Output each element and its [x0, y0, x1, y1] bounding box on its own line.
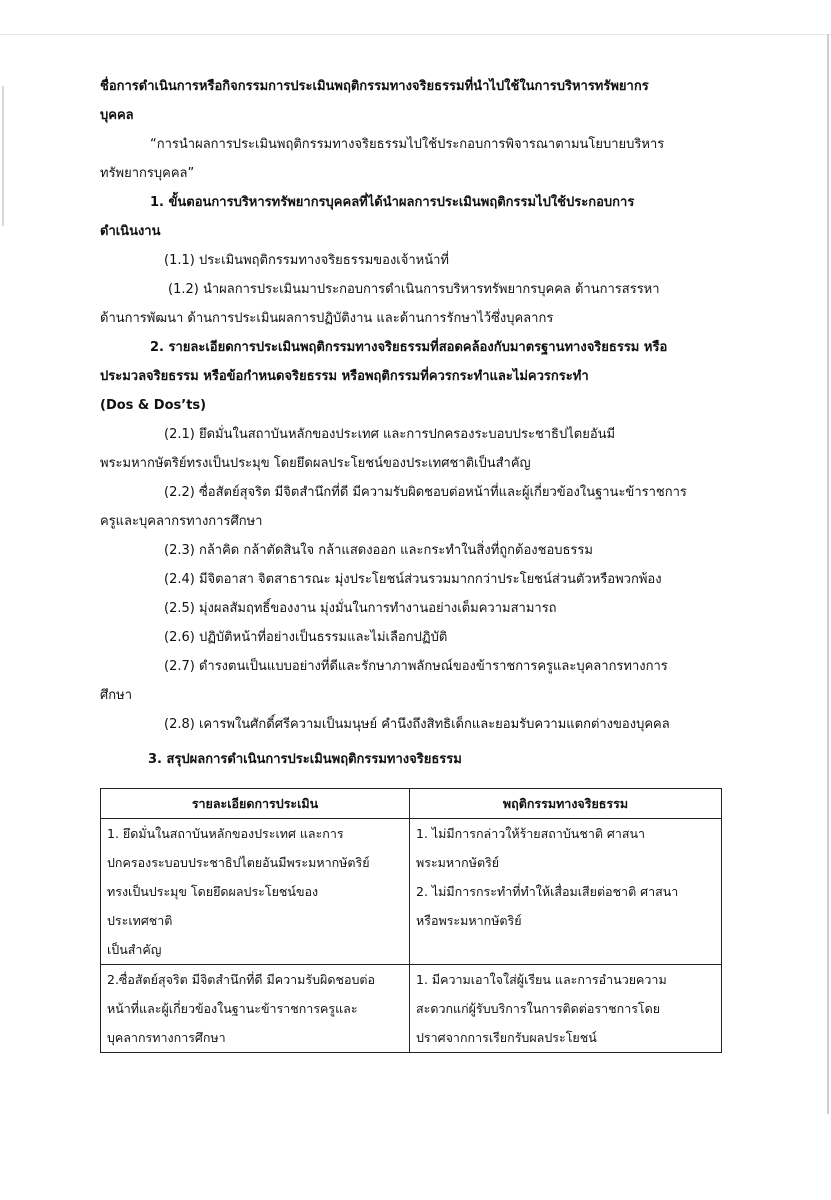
cell-line: 1. ไม่มีการกล่าวให้ร้ายสถาบันชาติ ศาสนา: [416, 826, 646, 841]
table-cell: [410, 965, 722, 1053]
section2-heading-line1: 2. รายละเอียดการประเมินพฤติกรรมทางจริยธรรมที่สอดคล้องกับมาตรฐานทางจริยธรรม หรือ: [150, 340, 668, 355]
summary-table: [100, 788, 722, 1053]
section1-heading-line2: ดำเนินงาน: [100, 224, 161, 239]
document-title-line1: ชื่อการดำเนินการหรือกิจกรรมการประเมินพฤติกรรมทางจริยธรรมที่นำไปใช้ในการบริหารทรัพยากร: [100, 79, 649, 94]
table-header-ethical-behavior: พฤติกรรมทางจริยธรรม: [410, 789, 722, 819]
section3-heading: 3. สรุปผลการดำเนินการประเมินพฤติกรรมทางจริยธรรม: [148, 752, 462, 767]
item-1-2-line1: (1.2) นำผลการประเมินมาประกอบการดำเนินการบริหารทรัพยากรบุคคล ด้านการสรรหา: [168, 282, 660, 297]
page-left-edge: [2, 86, 4, 226]
cell-line: เป็นสำคัญ: [107, 942, 162, 957]
item-1-1: (1.1) ประเมินพฤติกรรมทางจริยธรรมของเจ้าหน้าที่: [164, 253, 449, 268]
cell-line: ปราศจากการเรียกรับผลประโยชน์: [416, 1030, 597, 1045]
table-cell: [101, 965, 410, 1053]
item-2-3: (2.3) กล้าคิด กล้าตัดสินใจ กล้าแสดงออก และกระทำในสิ่งที่ถูกต้องชอบธรรม: [164, 543, 593, 558]
cell-line: หรือพระมหากษัตริย์: [416, 913, 522, 928]
cell-line: 1. ยึดมั่นในสถาบันหลักของประเทศ และการ: [107, 826, 344, 841]
cell-line: บุคลากรทางการศึกษา: [107, 1030, 226, 1045]
item-2-1-line2: พระมหากษัตริย์ทรงเป็นประมุข โดยยึดผลประโยชน์ของประเทศชาติเป็นสำคัญ: [100, 456, 531, 471]
table-cell: [101, 819, 410, 965]
item-2-2-line2: ครูและบุคลากรทางการศึกษา: [100, 514, 263, 529]
quote-line1: “การนำผลการประเมินพฤติกรรมทางจริยธรรมไปใช้ประกอบการพิจารณาตามนโยบายบริหาร: [150, 137, 665, 152]
quote-line2: ทรัพยากรบุคคล”: [100, 166, 195, 181]
cell-line: สะดวกแก่ผู้รับบริการในการติดต่อราชการโดย: [416, 1001, 661, 1016]
cell-line: ประเทศชาติ: [107, 913, 173, 928]
item-1-2-line2: ด้านการพัฒนา ด้านการประเมินผลการปฏิบัติงาน และด้านการรักษาไว้ซึ่งบุคลากร: [100, 311, 554, 326]
cell-line: 2. ไม่มีการกระทำที่ทำให้เสื่อมเสียต่อชาติ ศาสนา: [416, 884, 679, 899]
item-2-7-line1: (2.7) ดำรงตนเป็นแบบอย่างที่ดีและรักษาภาพลักษณ์ของข้าราชการครูและบุคลากรทางการ: [164, 659, 668, 674]
table-header-evaluation-detail: รายละเอียดการประเมิน: [101, 789, 410, 819]
item-2-2-line1: (2.2) ซื่อสัตย์สุจริต มีจิตสำนึกที่ดี มีความรับผิดชอบต่อหน้าที่และผู้เกี่ยวข้องในฐานะข้าราชการ: [164, 485, 687, 500]
table-row: [101, 965, 722, 1053]
item-2-1-line1: (2.1) ยึดมั่นในสถาบันหลักของประเทศ และการปกครองระบอบประชาธิปไตยอันมี: [164, 427, 616, 442]
section1-heading-line1: 1. ขั้นตอนการบริหารทรัพยากรบุคคลที่ได้นำผลการประเมินพฤติกรรมไปใช้ประกอบการ: [150, 195, 635, 210]
table-row: [101, 819, 722, 965]
cell-line: 2.ซื่อสัตย์สุจริต มีจิตสำนึกที่ดี มีความรับผิดชอบต่อ: [107, 972, 376, 987]
cell-line: ทรงเป็นประมุข โดยยึดผลประโยชน์ของ: [107, 884, 319, 899]
section2-heading-line3: (Dos & Dos’ts): [100, 398, 207, 413]
table-header-row: [101, 789, 722, 819]
item-2-7-line2: ศึกษา: [100, 688, 132, 703]
cell-line: หน้าที่และผู้เกี่ยวข้องในฐานะข้าราชการครูและ: [107, 1001, 358, 1016]
section2-heading-line2: ประมวลจริยธรรม หรือข้อกำหนดจริยธรรม หรือพฤติกรรมที่ควรกระทำและไม่ควรกระทำ: [100, 369, 589, 384]
item-2-6: (2.6) ปฏิบัติหน้าที่อย่างเป็นธรรมและไม่เลือกปฏิบัติ: [164, 630, 448, 645]
item-2-4: (2.4) มีจิตอาสา จิตสาธารณะ มุ่งประโยชน์ส่วนรวมมากกว่าประโยชน์ส่วนตัวหรือพวกพ้อง: [164, 572, 662, 587]
document-page: [100, 72, 725, 1053]
item-2-5: (2.5) มุ่งผลสัมฤทธิ์ของงาน มุ่งมั่นในการทำงานอย่างเต็มความสามารถ: [164, 601, 557, 616]
page-right-edge: [827, 34, 829, 1114]
table-cell: [410, 819, 722, 965]
page-top-edge: [0, 34, 831, 35]
cell-line: 1. มีความเอาใจใส่ผู้เรียน และการอำนวยความ: [416, 972, 667, 987]
cell-line: พระมหากษัตริย์: [416, 855, 500, 870]
cell-line: ปกครองระบอบประชาธิปไตยอันมีพระมหากษัตริย์: [107, 855, 370, 870]
item-2-8: (2.8) เคารพในศักดิ์ศรีความเป็นมนุษย์ คำนึงถึงสิทธิเด็กและยอมรับความแตกต่างของบุคคล: [164, 717, 670, 732]
document-title-line2: บุคคล: [100, 108, 134, 123]
